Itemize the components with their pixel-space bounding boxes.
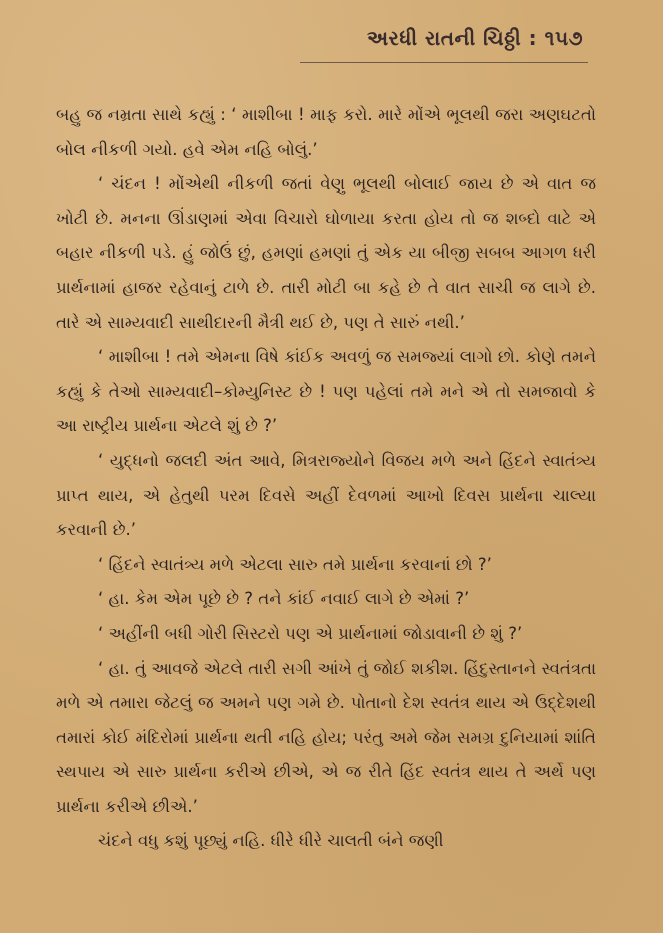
paragraph: ‘ ચંદન ! મોંએથી નીકળી જતાં વેણુ ભૂલથી બોલાઈ જાય છે એ વાત જ ખોટી છે. મનના ઊંડાણમાં એવા વિચારો ઘોળાયા કરતા હોય તો જ શબ્દો વાટે એ બહાર નીકળી પડે. હું જોઉં છું, હમણાં હમણાં તું એક યા બીજી સબબ આગળ ધરી પ્રાર્થનામાં હાજર રહેવાનું ટાળે છે. તારી મોટી બા કહે છે તે વાત સાચી જ લાગે છે. તારે એ સામ્યવાદી સાથીદારની મૈત્રી થઈ છે, પણ તે સારું નથી.’: [56, 174, 596, 332]
paragraph: ‘ હા. તું આવજે એટલે તારી સગી આંખે તું જોઈ શકીશ. હિંદુસ્તાનને સ્વતંત્રતા મળે એ તમારા જેટલું જ અમને પણ ગમે છે. પોતાનો દેશ સ્વતંત્ર થાય એ ઉદ્દેશથી તમારાં કોઈ મંદિરોમાં પ્રાર્થના થતી નહિ હોય; પરંતુ અમે જેમ સમગ્ર દુનિયામાં શાંતિ સ્થપાય એ સારુ પ્રાર્થના કરીએ છીએ, એ જ રીતે હિંદ સ્વતંત્ર થાય તે અર્થે પણ પ્રાર્થના કરીએ છીએ.’: [56, 658, 596, 816]
paragraph: ‘ હા. કેમ એમ પૂછે છે ? તને કાંઈ નવાઈ લાગે છે એમાં ?’: [98, 589, 470, 609]
paragraph: બહુ જ નમ્રતા સાથે કહ્યું : ‘ માશીબા ! માફ કરો. મારે મોંએ ભૂલથી જરા અણઘટતો બોલ નીકળી ગયો. હવે એમ નહિ બોલું.’: [56, 105, 596, 159]
paragraph: ‘ માશીબા ! તમે એમના વિષે કાંઈક અવળું જ સમજ્યાં લાગો છો. કોણે તમને કહ્યું કે તેઓ સામ્યવાદી–કોમ્યુનિસ્ટ છે ! પણ પહેલાં તમે મને એ તો સમજાવો કે આ રાષ્ટ્રીય પ્રાર્થના એટલે શું છે ?’: [56, 347, 596, 436]
paragraph: ‘ અહીંની બધી ગોરી સિસ્ટરો પણ એ પ્રાર્થનામાં જોડાવાની છે શું ?’: [98, 623, 523, 643]
running-header: અરધી રાતની ચિઠ્ઠી : ૧૫૭: [366, 26, 583, 50]
paragraph: ચંદને વધુ કશું પૂછ્યું નહિ. ધીરે ધીરે ચાલતી બંને જણી: [98, 831, 444, 851]
header-underline: [300, 62, 588, 63]
paragraph: ‘ હિંદને સ્વાતંત્ર્ય મળે એટલા સારુ તમે પ્રાર્થના કરવાનાં છો ?’: [98, 554, 492, 574]
page-body: [56, 98, 596, 859]
paragraph: ‘ યુદ્ધનો જલદી અંત આવે, મિત્રરાજ્યોને વિજય મળે અને હિંદને સ્વાતંત્ર્ય પ્રાપ્ત થાય, એ હેતુથી પરમ દિવસે અહીં દેવળમાં આખો દિવસ પ્રાર્થના ચાલ્યા કરવાની છે.’: [56, 450, 596, 540]
